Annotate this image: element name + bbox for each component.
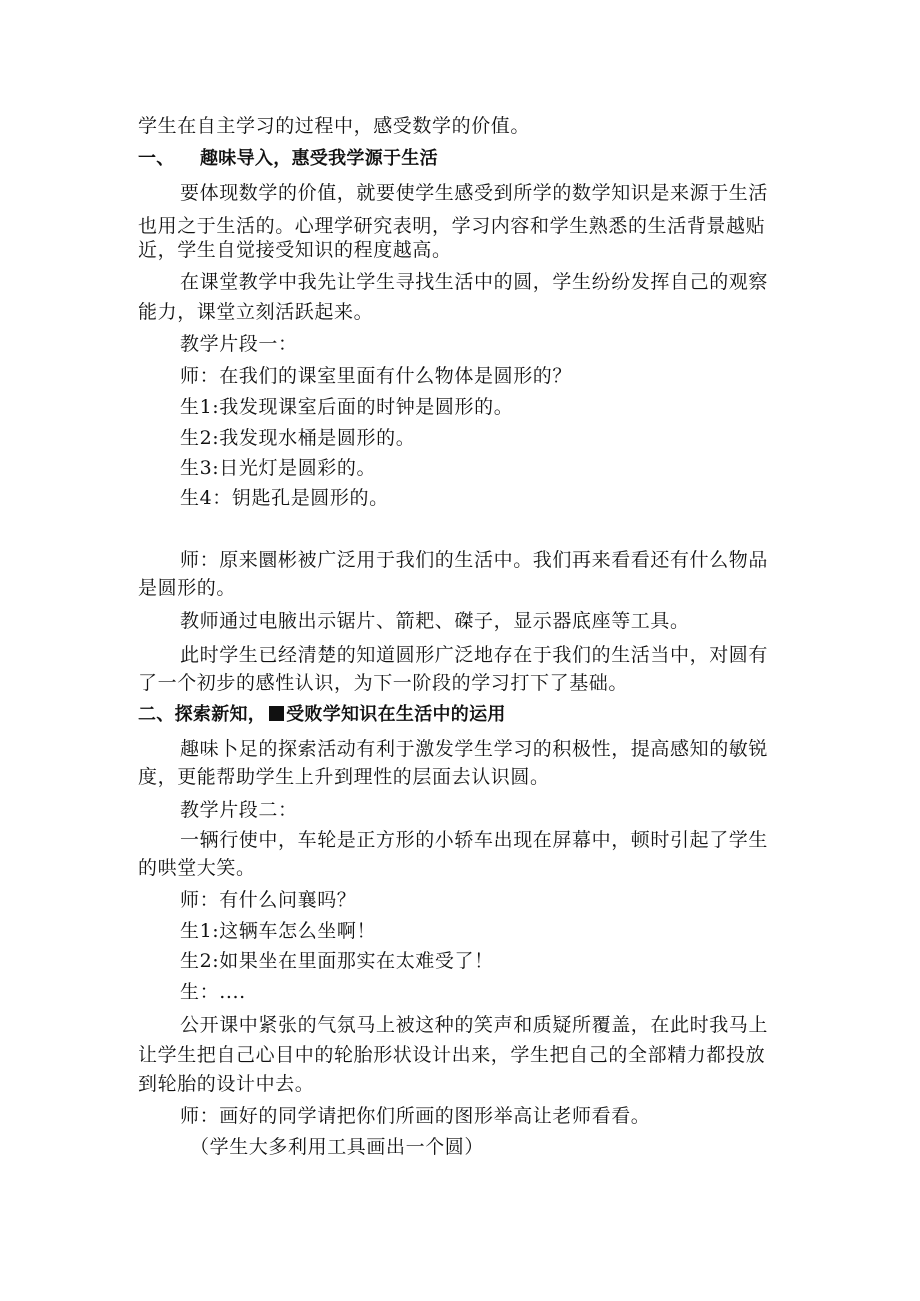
paragraph-line: 此时学生已经清楚的知道圆形广泛地存在于我们的生活当中，对圆有 <box>180 644 769 666</box>
paragraph-line: 教师通过电腋出示锯片、箭耙、磔子，显示器底座等工具。 <box>180 610 690 632</box>
paragraph-line: 也用之于生活的。心理学研究表明，学习内容和学生熟悉的生活背景越贴 <box>138 215 766 237</box>
dialogue-line: 教学片段一： <box>180 333 298 355</box>
dialogue-line: 师：原来圜彬被广泛用于我们的生活中。我们再来看看还有什么物品 <box>180 549 769 571</box>
dialogue-line: 师：在我们的课室里面有什么物体是圆形的？ <box>180 365 573 387</box>
paragraph-line: 到轮胎的设计中去。 <box>138 1073 315 1095</box>
dialogue-line: 生：.... <box>180 981 246 1003</box>
section-heading-1 <box>138 147 438 171</box>
paragraph-line: 度，更能帮助学生上升到理性的层面去认识圆。 <box>138 766 550 788</box>
section-title-end: 受败学知识在生活中的运用 <box>286 704 506 725</box>
section-title-start: 二、探索新知， <box>138 704 267 725</box>
dialogue-line: 生2:我发现水桶是圆形的。 <box>180 427 416 449</box>
paragraph-line: 在课堂教学中我先让学生寻找生活中的圆，学生纷纷发挥自己的观察 <box>180 271 769 293</box>
paragraph-line: 能力，课堂立刻活跃起来。 <box>138 301 374 323</box>
paragraph-line: 让学生把自己心目中的轮胎形状设计出来，学生把自己的全部精力都投放 <box>138 1044 766 1066</box>
dialogue-line: 生1:我发现课室后面的时钟是圆形的。 <box>180 396 514 418</box>
dialogue-line: 生4：钥匙孔是圆形的。 <box>180 487 389 509</box>
paragraph-line: 趣味卜足的探索活动有利于激发学生学习的积极性，提高感知的敏锐 <box>180 738 769 760</box>
paragraph-line: 的哄堂大笑。 <box>138 857 256 879</box>
paragraph-line: 公开课中紧张的气氛马上被这种的笑声和质疑所覆盖，在此时我马上 <box>180 1014 769 1036</box>
paragraph-line: 了一个初步的感性认识，为下一阶段的学习打下了基础。 <box>138 672 629 694</box>
paragraph-line: 是圆形的。 <box>138 577 237 599</box>
dialogue-line: 生3:日光灯是圆彩的。 <box>180 457 377 479</box>
black-square-glyph <box>269 706 284 721</box>
dialogue-line: 教学片段二： <box>180 799 298 821</box>
stage-note: （学生大多利用工具画出一个圆） <box>190 1136 485 1158</box>
section-title: 趣味导入，惠受我学源于生活 <box>200 148 438 169</box>
paragraph-line: 学生在自主学习的过程中，感受数学的价值。 <box>138 115 531 137</box>
paragraph-line: 近，学生自觉接受知识的程度越高。 <box>138 239 452 261</box>
paragraph-line: 要体现数学的价值，就要使学生感受到所学的数学知识是来源于生活 <box>180 182 769 204</box>
section-heading-2 <box>138 703 506 727</box>
dialogue-line: 师：画好的同学请把你们所画的图形举高让老师看看。 <box>180 1105 651 1127</box>
paragraph-line: 一辆行使中，车轮是正方形的小轿车出现在屏幕中，顿时引起了学生 <box>180 829 769 851</box>
section-number: 一、 <box>138 148 175 169</box>
dialogue-line: 师：有什么问襄吗？ <box>180 889 357 911</box>
dialogue-line: 生2:如果坐在里面那实在太难受了！ <box>180 950 494 972</box>
dialogue-line: 生1:这辆车怎么坐啊！ <box>180 920 377 942</box>
